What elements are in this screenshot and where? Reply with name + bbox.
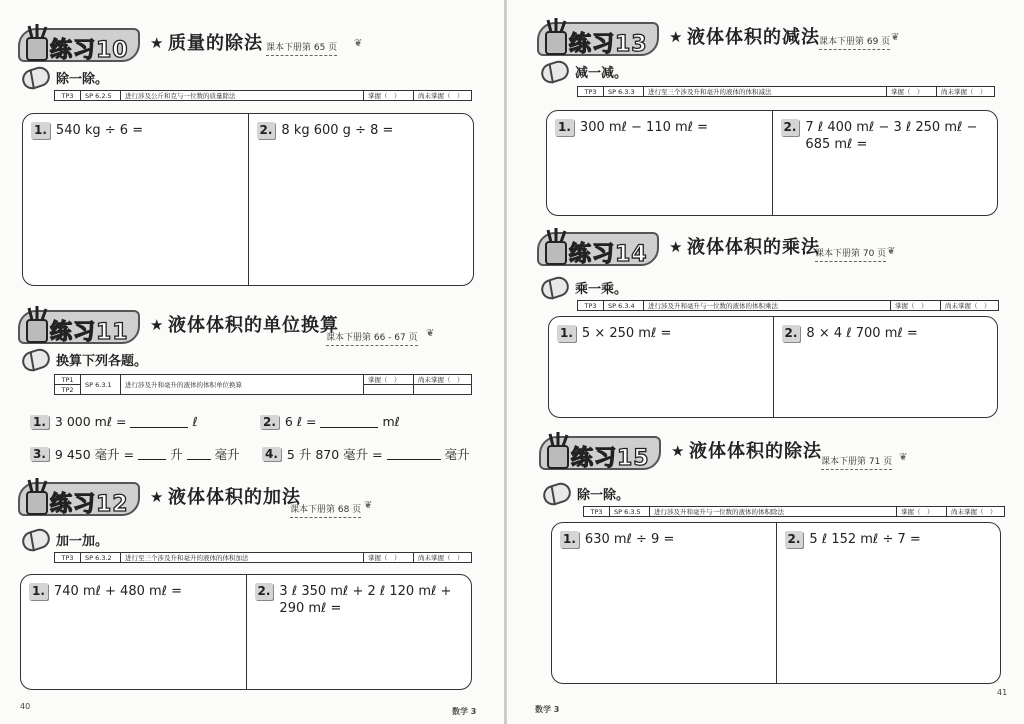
- pencil-cup-icon: [545, 432, 571, 470]
- not-mastered-checkbox[interactable]: [414, 385, 472, 395]
- question-number: 1.: [555, 119, 574, 136]
- skill-description: 进行涉及公斤和克与一位数的质量除法: [121, 91, 364, 101]
- unit-label: 升: [170, 447, 183, 462]
- exercise-badge: [537, 232, 659, 266]
- answer-box: [20, 574, 472, 690]
- conversion-item: [30, 445, 240, 463]
- unit-label: 毫升: [444, 447, 470, 462]
- skill-description: 进行涉及升和毫升的液体的体积单位换算: [121, 375, 364, 395]
- exercise-13: [537, 20, 1003, 96]
- answer-cell[interactable]: [552, 523, 776, 683]
- answer-cell[interactable]: [248, 114, 474, 285]
- answer-blank[interactable]: [130, 416, 188, 428]
- tp-code: TP2: [55, 385, 81, 395]
- footer-subject: 数学 3: [535, 705, 560, 714]
- sp-code: SP 6.3.4: [604, 301, 644, 311]
- exercise-number: 练习11: [50, 320, 129, 345]
- mastered-checkbox[interactable]: 掌握（ ）: [891, 301, 941, 311]
- textbook-page-ref: 课本下册第 68 页: [290, 502, 361, 518]
- leaf-icon: ❦: [426, 328, 435, 339]
- mastered-checkbox[interactable]: 掌握（ ）: [364, 91, 414, 101]
- star-icon: ★: [669, 28, 683, 46]
- skill-description: 进行至三个涉及升和毫升的液体的体积减法: [644, 87, 887, 97]
- skill-code-table: [54, 552, 472, 563]
- mastered-checkbox[interactable]: 掌握（ ）: [897, 507, 947, 517]
- textbook-page-ref: 课本下册第 71 页: [821, 454, 892, 470]
- not-mastered-checkbox[interactable]: 尚未掌握（ ）: [941, 301, 999, 311]
- unit-label: ℓ: [192, 414, 198, 429]
- question-text: 6 ℓ =: [284, 414, 317, 429]
- sp-code: SP 6.3.1: [81, 375, 121, 395]
- question-number: 1.: [560, 531, 579, 548]
- leaf-icon: ❦: [899, 452, 908, 463]
- section-title: 液体体积的加法: [168, 487, 301, 508]
- exercise-number: 练习15: [571, 446, 650, 471]
- eraser-icon: [20, 64, 53, 92]
- leaf-icon: ❦: [891, 32, 900, 43]
- question-text: 5 升 870 毫升 =: [286, 447, 383, 462]
- exercise-badge: [539, 436, 661, 470]
- question-number: 1.: [31, 122, 50, 139]
- question-text: 7 ℓ 400 mℓ − 3 ℓ 250 mℓ −: [805, 120, 978, 135]
- instruction: 加一加。: [56, 534, 109, 549]
- question-text: 540 kg ÷ 6 =: [55, 123, 144, 138]
- question-number: 3.: [30, 447, 49, 461]
- answer-blank[interactable]: [320, 416, 378, 428]
- sp-code: SP 6.3.2: [81, 553, 121, 563]
- skill-code-table: [577, 86, 995, 97]
- star-icon: ★: [150, 316, 164, 334]
- instruction: 减一减。: [575, 66, 628, 81]
- star-icon: ★: [671, 442, 685, 460]
- instruction: 除一除。: [577, 488, 630, 503]
- answer-box: [551, 522, 1001, 684]
- answer-blank[interactable]: [187, 448, 211, 460]
- question-text: 8 × 4 ℓ 700 mℓ =: [806, 326, 918, 341]
- not-mastered-checkbox[interactable]: 尚未掌握（ ）: [937, 87, 995, 97]
- sp-code: SP 6.2.5: [81, 91, 121, 101]
- question-text: 5 ℓ 152 mℓ ÷ 7 =: [809, 532, 921, 547]
- pencil-cup-icon: [543, 18, 569, 56]
- exercise-badge: [18, 310, 140, 344]
- textbook-page-ref: 课本下册第 70 页: [815, 246, 886, 262]
- question-text-cont: 290 mℓ =: [279, 601, 342, 616]
- leaf-icon: ❦: [354, 38, 363, 49]
- sp-code: SP 6.3.3: [604, 87, 644, 97]
- answer-box: [548, 316, 998, 418]
- question-number: 2.: [257, 122, 276, 139]
- instruction: 除一除。: [56, 72, 109, 87]
- unit-label: 毫升: [214, 447, 240, 462]
- answer-cell[interactable]: [23, 114, 248, 285]
- exercise-15: [539, 434, 1005, 516]
- tp-code: TP3: [578, 87, 604, 97]
- exercise-number: 练习10: [50, 38, 129, 63]
- question-text: 9 450 毫升 =: [54, 447, 135, 462]
- pencil-cup-icon: [24, 306, 50, 344]
- skill-description: 进行涉及升和毫升与一位数的液体的体积乘法: [644, 301, 891, 311]
- question-text: 5 × 250 mℓ =: [581, 326, 672, 341]
- exercise-badge: [18, 28, 140, 62]
- answer-blank[interactable]: [138, 448, 166, 460]
- left-page: [0, 0, 505, 724]
- answer-cell[interactable]: [21, 575, 246, 689]
- question-text: 3 000 mℓ =: [54, 414, 127, 429]
- question-number: 1.: [29, 583, 48, 600]
- answer-cell[interactable]: [549, 317, 773, 417]
- mastered-checkbox[interactable]: 掌握（ ）: [364, 553, 414, 563]
- answer-cell[interactable]: [246, 575, 472, 689]
- footer-subject: 数学 3: [452, 707, 477, 716]
- question-number: 4.: [262, 447, 281, 461]
- textbook-page-ref: 课本下册第 69 页: [819, 34, 890, 50]
- instruction: 乘一乘。: [575, 282, 628, 297]
- section-title: 液体体积的单位换算: [168, 315, 339, 336]
- pencil-cup-icon: [24, 478, 50, 516]
- answer-box: [22, 113, 474, 286]
- star-icon: ★: [150, 34, 164, 52]
- section-title: 质量的除法: [168, 33, 263, 54]
- textbook-page-ref: 课本下册第 65 页: [266, 40, 337, 56]
- question-text: 300 mℓ − 110 mℓ =: [579, 120, 709, 135]
- page-number: 40: [20, 702, 31, 711]
- section-title: 液体体积的乘法: [687, 237, 820, 258]
- exercise-badge: [537, 22, 659, 56]
- section-title: 液体体积的除法: [689, 441, 822, 462]
- eraser-icon: [539, 274, 572, 302]
- tp-code: TP3: [55, 553, 81, 563]
- skill-code-table: [54, 90, 472, 101]
- answer-cell[interactable]: [776, 523, 1001, 683]
- sp-code: SP 6.3.5: [610, 507, 650, 517]
- question-text: 740 mℓ + 480 mℓ =: [53, 584, 183, 599]
- section-title: 液体体积的减法: [687, 27, 820, 48]
- pencil-cup-icon: [24, 24, 50, 62]
- question-text: 8 kg 600 g ÷ 8 =: [281, 123, 394, 138]
- leaf-icon: ❦: [887, 246, 896, 257]
- eraser-icon: [539, 58, 572, 86]
- skill-code-table: [577, 300, 999, 311]
- question-text: 630 mℓ ÷ 9 =: [584, 532, 675, 547]
- answer-cell[interactable]: [773, 317, 998, 417]
- tp-code: TP3: [584, 507, 610, 517]
- tp-code: TP3: [578, 301, 604, 311]
- page-number: 41: [997, 688, 1008, 697]
- question-number: 1.: [30, 415, 49, 429]
- answer-box: [546, 110, 998, 216]
- exercise-12: [18, 480, 478, 562]
- eraser-icon: [541, 480, 574, 508]
- exercise-14: [537, 230, 1003, 310]
- instruction: 换算下列各题。: [56, 354, 148, 369]
- star-icon: ★: [150, 488, 164, 506]
- mastered-checkbox[interactable]: 掌握（ ）: [887, 87, 937, 97]
- star-icon: ★: [669, 238, 683, 256]
- not-mastered-checkbox[interactable]: 尚未掌握（ ）: [414, 553, 472, 563]
- exercise-number: 练习13: [569, 32, 648, 57]
- mastered-checkbox[interactable]: 掌握（ ）: [364, 375, 414, 385]
- exercise-number: 练习14: [569, 242, 648, 267]
- not-mastered-checkbox[interactable]: 尚未掌握（ ）: [414, 375, 472, 385]
- exercise-10: [18, 26, 478, 100]
- textbook-page-ref: 课本下册第 66 - 67 页: [326, 330, 418, 346]
- question-number: 2.: [255, 583, 274, 600]
- question-text-cont: 685 mℓ =: [805, 137, 868, 152]
- skill-code-table: [54, 374, 472, 395]
- exercise-badge: [18, 482, 140, 516]
- question-number: 2.: [785, 531, 804, 548]
- conversion-item: [30, 414, 198, 429]
- unit-label: mℓ: [382, 414, 400, 429]
- question-number: 2.: [260, 415, 279, 429]
- skill-description: 进行涉及升和毫升与一位数的液体的体积除法: [650, 507, 897, 517]
- conversion-item: [260, 414, 400, 429]
- not-mastered-checkbox[interactable]: 尚未掌握（ ）: [947, 507, 1005, 517]
- question-number: 2.: [782, 325, 801, 342]
- exercise-number: 练习12: [50, 492, 129, 517]
- conversion-item: [262, 445, 470, 463]
- exercise-11: [18, 308, 478, 394]
- question-number: 1.: [557, 325, 576, 342]
- skill-code-table: [583, 506, 1005, 517]
- not-mastered-checkbox[interactable]: 尚未掌握（ ）: [414, 91, 472, 101]
- leaf-icon: ❦: [364, 500, 373, 511]
- skill-description: 进行至三个涉及升和毫升的液体的体积加法: [121, 553, 364, 563]
- tp-code: TP1: [55, 375, 81, 385]
- answer-cell[interactable]: [547, 111, 772, 215]
- question-number: 2.: [781, 119, 800, 136]
- pencil-cup-icon: [543, 228, 569, 266]
- right-page: [507, 0, 1024, 724]
- tp-code: TP3: [55, 91, 81, 101]
- eraser-icon: [20, 346, 53, 374]
- eraser-icon: [20, 526, 53, 554]
- mastered-checkbox[interactable]: [364, 385, 414, 395]
- question-text: 3 ℓ 350 mℓ + 2 ℓ 120 mℓ +: [279, 584, 452, 599]
- answer-blank[interactable]: [387, 448, 441, 460]
- answer-cell[interactable]: [772, 111, 998, 215]
